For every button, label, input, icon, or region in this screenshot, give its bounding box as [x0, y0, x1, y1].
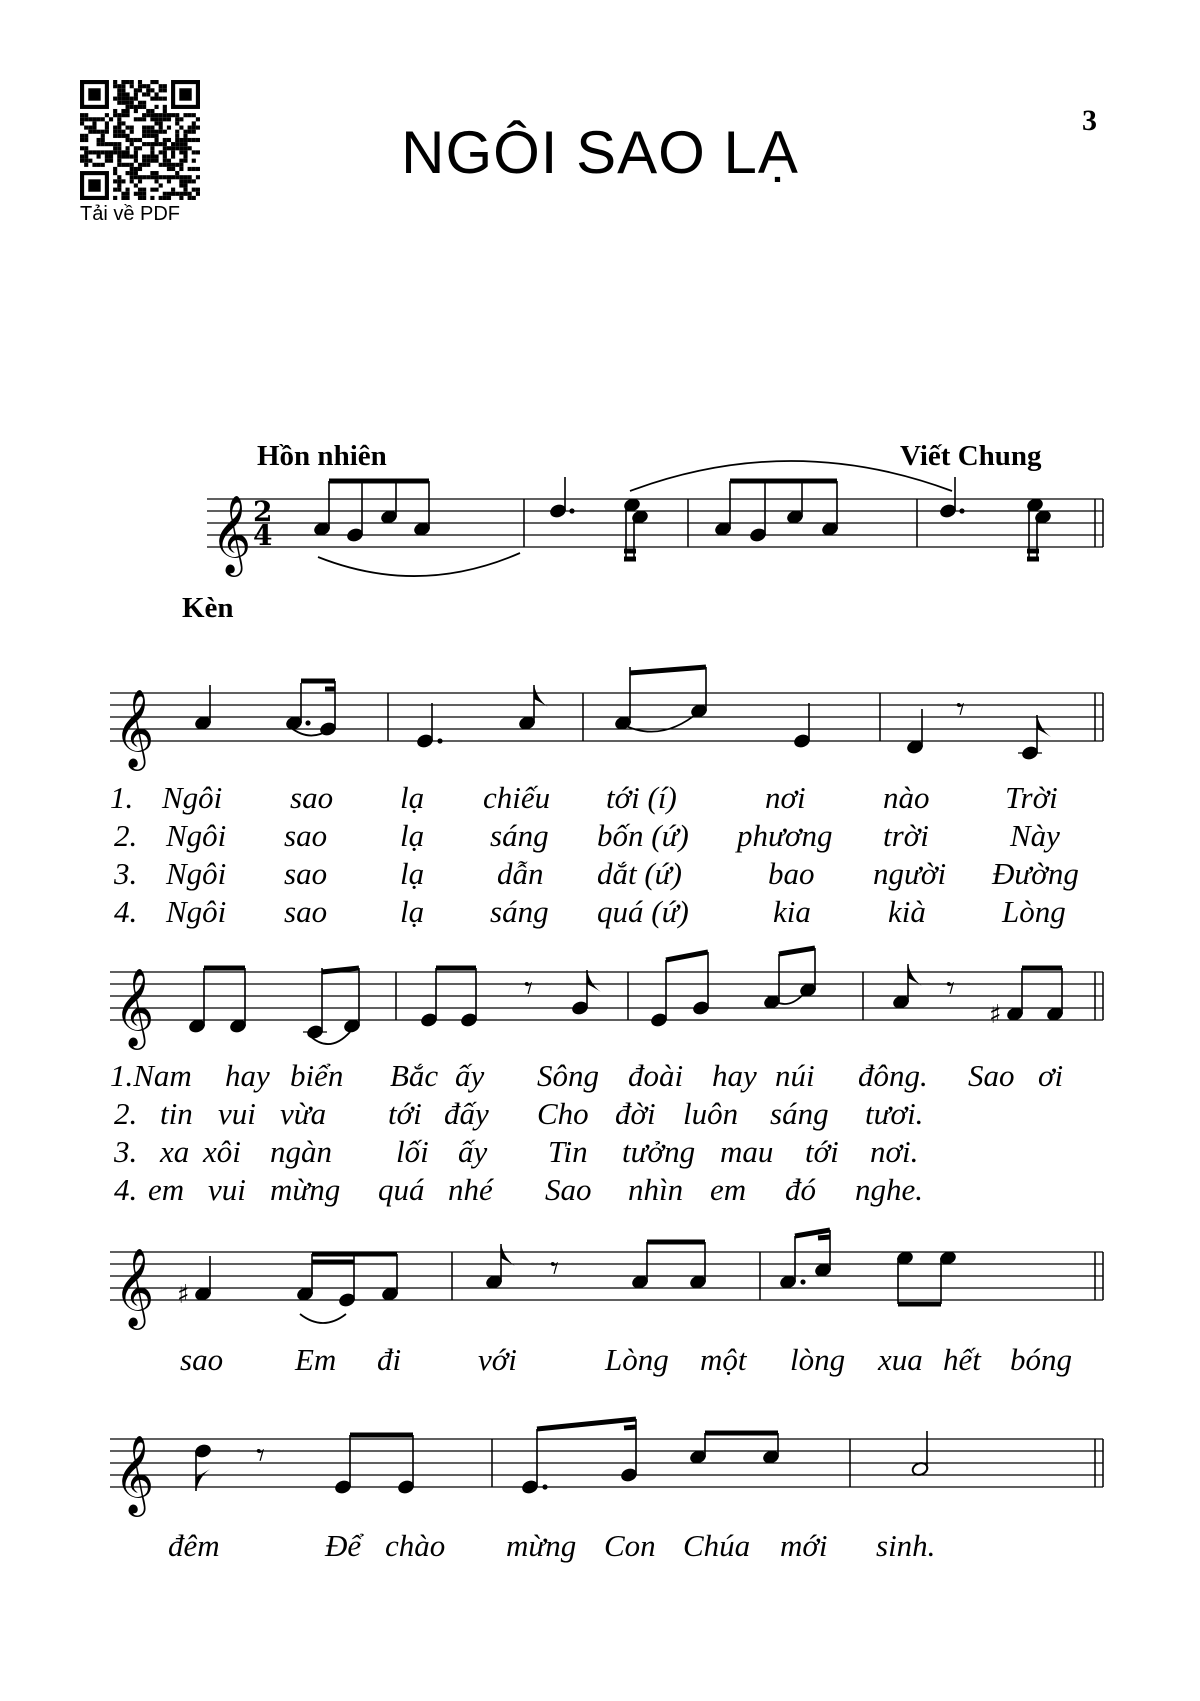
- sharp-icon: ♯: [989, 1000, 1002, 1030]
- lyric-word: đấy: [444, 1096, 489, 1131]
- eighth-rest-icon: 𝄾: [946, 968, 956, 1009]
- lyric-word: nơi: [765, 780, 806, 815]
- lyric-word: sao: [290, 780, 334, 815]
- eighth-rest-icon: 𝄾: [956, 689, 966, 730]
- lyric-word: nghe.: [855, 1172, 924, 1207]
- lyric-word: hết: [943, 1342, 981, 1377]
- lyric-word: nơi.: [870, 1134, 919, 1169]
- lyric-word: Sao: [545, 1172, 592, 1207]
- lyric-v3-num: 3.: [114, 856, 138, 891]
- augmentation-dot: [800, 1279, 805, 1284]
- beam: [818, 1237, 830, 1238]
- lyric-word: ơi: [1038, 1058, 1064, 1093]
- augmentation-dot: [437, 738, 442, 743]
- lyric-word: vui: [208, 1172, 246, 1207]
- lyric-word: Ngôi: [166, 856, 227, 891]
- lyric-word: 3.: [114, 1134, 138, 1169]
- lyric-word: vừa: [280, 1096, 327, 1131]
- lyric-word: đoài: [628, 1058, 684, 1093]
- lyric-word: hay: [225, 1058, 270, 1093]
- time-signature-top: 2: [253, 495, 273, 528]
- note-flag: [587, 970, 601, 992]
- lyric-word: trời: [883, 818, 929, 853]
- lyric-word: nào: [883, 780, 930, 815]
- lyric-word: Sông: [537, 1058, 599, 1093]
- beam: [666, 952, 708, 960]
- augmentation-dot: [305, 720, 310, 725]
- lyric-word: Ngôi: [166, 894, 227, 929]
- lyric-word: Này: [1010, 818, 1060, 853]
- lyric-word: đi: [377, 1342, 402, 1377]
- lyric-word: chào: [385, 1528, 446, 1563]
- lyric-word: đó: [785, 1172, 816, 1207]
- beam: [624, 1427, 636, 1428]
- lyric-word: em: [710, 1172, 747, 1207]
- lyric-word: mừng: [506, 1528, 577, 1563]
- lyric-word: chiếu: [483, 780, 551, 815]
- lyric-word: đời: [615, 1096, 656, 1131]
- treble-clef-icon: 𝄞: [114, 1435, 155, 1514]
- lyric-word: lạ: [400, 856, 425, 891]
- slur: [318, 553, 520, 576]
- beam: [537, 1419, 636, 1429]
- lyric-word: tưởng: [622, 1134, 696, 1169]
- lyric-word: Cho: [537, 1096, 589, 1131]
- lyric-word: xa: [160, 1134, 190, 1169]
- lyric-word: Lòng: [605, 1342, 669, 1377]
- lyric-v2-num: 2.: [114, 818, 138, 853]
- lyric-word: kià: [888, 894, 926, 929]
- augmentation-dot: [542, 1484, 547, 1489]
- lyric-word: sáng: [770, 1096, 829, 1131]
- lyric-word: tới (í): [606, 780, 677, 815]
- lyric-word: Ngôi: [162, 780, 223, 815]
- lyric-word: mới: [780, 1528, 828, 1563]
- lyric-word: luôn: [683, 1096, 739, 1131]
- lyric-word: Đường: [992, 856, 1079, 891]
- lyric-word: sao: [284, 856, 328, 891]
- lyric-word: mau: [720, 1134, 774, 1169]
- lyric-word: 2.: [114, 1096, 138, 1131]
- lyric-word: xôi: [203, 1134, 241, 1169]
- beam: [779, 948, 815, 954]
- page-number: 3: [1082, 104, 1097, 137]
- composer-name: Viết Chung: [900, 440, 1042, 472]
- sharp-icon: ♯: [177, 1280, 190, 1310]
- eighth-rest-icon: 𝄾: [256, 1435, 266, 1476]
- lyric-word: tới: [805, 1134, 839, 1169]
- lyric-word: sao: [284, 818, 328, 853]
- treble-clef-icon: 𝄞: [211, 495, 252, 574]
- eighth-rest-icon: 𝄾: [550, 1248, 560, 1289]
- time-signature-bottom: 4: [253, 519, 273, 552]
- note-flag: [1037, 715, 1051, 737]
- lyric-word: Bắc: [390, 1058, 439, 1093]
- lyric-word: dắt (ứ): [597, 856, 682, 891]
- lyric-v4-num: 4.: [114, 894, 138, 929]
- lyric-word: núi: [775, 1058, 815, 1093]
- lyric-word: Em: [295, 1342, 337, 1377]
- lyric-word: ngàn: [270, 1134, 332, 1169]
- lyric-word: xua: [878, 1342, 923, 1377]
- eighth-rest-icon: 𝄾: [524, 968, 534, 1009]
- augmentation-dot: [959, 508, 964, 513]
- lyric-word: biển: [290, 1058, 344, 1093]
- lyric-word: ấy: [458, 1134, 488, 1169]
- slur: [300, 1314, 346, 1323]
- note-flag: [196, 1469, 210, 1491]
- lyric-word: bóng: [1010, 1342, 1072, 1377]
- lyric-word: nhìn: [628, 1172, 684, 1207]
- qr-download-label[interactable]: Tải về PDF: [80, 203, 181, 225]
- lyric-word: tươi.: [865, 1096, 924, 1131]
- lyric-word: em: [148, 1172, 185, 1207]
- lyric-word: Chúa: [683, 1528, 751, 1563]
- lyric-v1-num: 1.: [110, 780, 134, 815]
- tempo-marking: Hồn nhiên: [257, 440, 387, 472]
- song-title: NGÔI SAO LẠ: [401, 119, 799, 186]
- lyric-word: 1.Nam: [110, 1058, 192, 1093]
- lyric-word: Tin: [548, 1134, 588, 1169]
- note-flag: [534, 685, 548, 707]
- lyric-word: tới: [388, 1096, 422, 1131]
- lyric-word: lối: [396, 1134, 429, 1169]
- lyric-word: với: [478, 1342, 517, 1377]
- lyric-word: lạ: [400, 818, 425, 853]
- lyric-word: tin: [160, 1096, 193, 1131]
- lyric-word: sinh.: [876, 1528, 936, 1563]
- lyric-word: sáng: [490, 894, 549, 929]
- lyric-word: người: [873, 856, 947, 891]
- lyric-word: hay: [712, 1058, 757, 1093]
- lyric-word: lòng: [790, 1342, 846, 1377]
- note-flag: [908, 964, 922, 986]
- augmentation-dot: [569, 508, 574, 513]
- lyric-word: ấy: [455, 1058, 485, 1093]
- lyric-word: Sao: [968, 1058, 1015, 1093]
- lyric-word: một: [700, 1342, 747, 1377]
- lyric-word: Con: [604, 1528, 656, 1563]
- lyric-word: phương: [737, 818, 833, 853]
- lyric-word: quá: [378, 1172, 425, 1207]
- lyric-word: mừng: [270, 1172, 341, 1207]
- lyric-word: vui: [218, 1096, 256, 1131]
- lyric-word: sao: [284, 894, 328, 929]
- lyric-word: sáng: [490, 818, 549, 853]
- lyric-word: sao: [180, 1342, 224, 1377]
- lyric-word: Để: [325, 1528, 362, 1563]
- lyric-word: Trời: [1005, 780, 1058, 815]
- treble-clef-icon: 𝄞: [114, 1248, 155, 1327]
- lyric-word: Lòng: [1002, 894, 1066, 929]
- lyric-word: nhé: [448, 1172, 493, 1207]
- lyric-word: bốn (ứ): [597, 818, 689, 853]
- lyric-word: lạ: [400, 780, 425, 815]
- note-flag: [501, 1244, 515, 1266]
- lyric-word: Ngôi: [166, 818, 227, 853]
- lyric-word: dẫn: [497, 856, 544, 891]
- beam: [630, 667, 706, 673]
- slur: [630, 461, 952, 491]
- lyric-word: đêm: [168, 1528, 220, 1563]
- treble-clef-icon: 𝄞: [114, 968, 155, 1047]
- lyric-word: lạ: [400, 894, 425, 929]
- instrument-label: Kèn: [182, 592, 234, 624]
- lyric-word: bao: [768, 856, 815, 891]
- lyric-word: quá (ứ): [597, 894, 689, 929]
- treble-clef-icon: 𝄞: [114, 689, 155, 768]
- lyric-word: 4.: [114, 1172, 138, 1207]
- lyric-word: kia: [773, 894, 811, 929]
- lyric-word: đông.: [858, 1058, 928, 1093]
